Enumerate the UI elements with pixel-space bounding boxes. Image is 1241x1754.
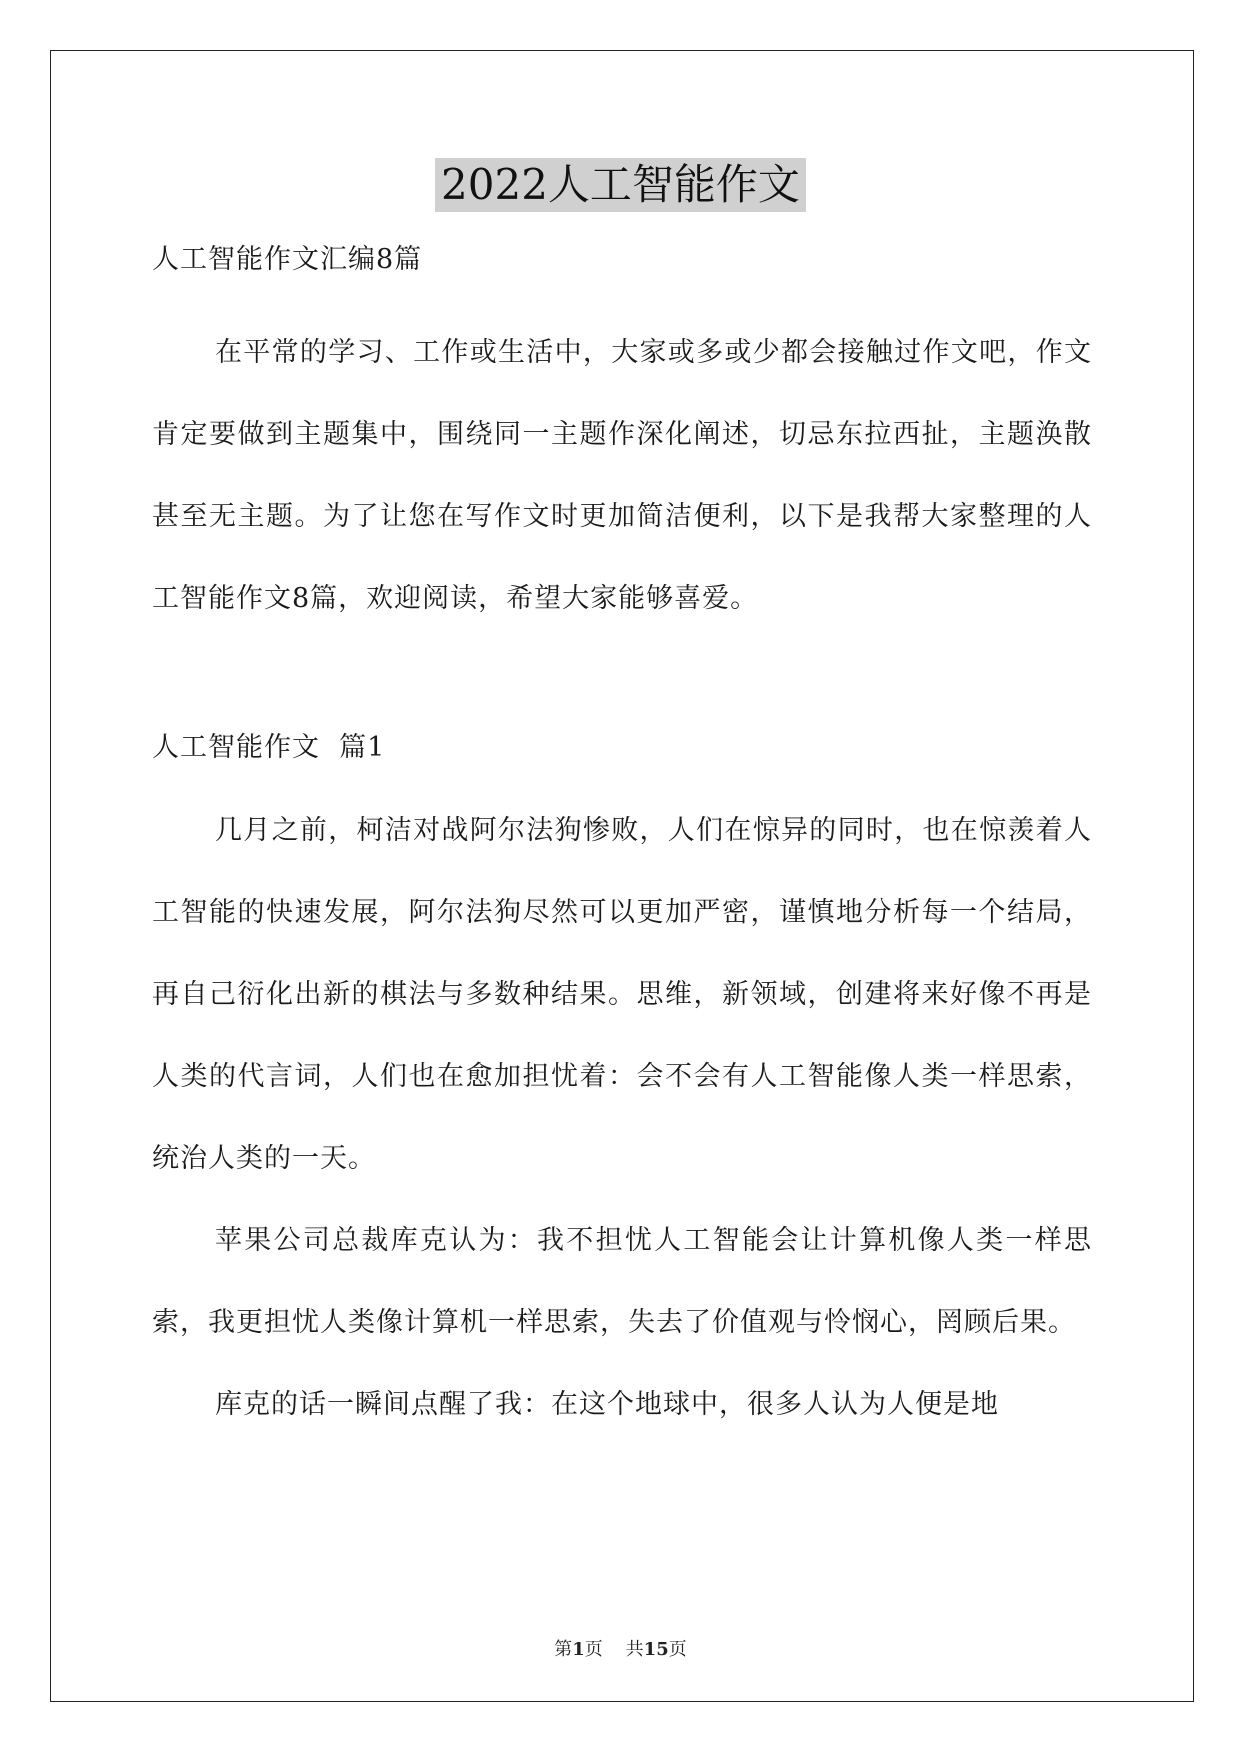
body-paragraph: 几月之前，柯洁对战阿尔法狗惨败，人们在惊异的同时，也在惊羡着人工智能的快速发展，阿尔法狗尽然可以更加严密，谨慎地分析每一个结局，再自己衍化出新的棋法与多数种结果。思维，新领域，创建将来好像不再是人类的代言词，人们也在愈加担忧着：会不会有人工智能像人类一样思索，统治人类的一天。 <box>152 815 1092 1174</box>
intro-paragraph: 在平常的学习、工作或生活中，大家或多或少都会接触过作文吧，作文肯定要做到主题集中，围绕同一主题作深化阐述，切忌东拉西扯，主题涣散甚至无主题。为了让您在写作文时更加简洁便利，以下是我帮大家整理的人工智能作文8篇，欢迎阅读，希望大家能够喜爱。 <box>152 337 1092 614</box>
footer-total-pages: 15 <box>643 1639 669 1660</box>
footer-page-number: 1 <box>572 1639 585 1660</box>
body-paragraph: 库克的话一瞬间点醒了我：在这个地球中，很多人认为人便是地 <box>215 1389 999 1420</box>
page-footer <box>0 1635 1241 1661</box>
footer-total-prefix: 共 <box>625 1639 644 1660</box>
document-body <box>152 240 1092 1446</box>
title-container <box>0 158 1241 212</box>
document-subtitle: 人工智能作文汇编8篇 <box>152 244 423 275</box>
footer-total-suffix: 页 <box>668 1639 687 1660</box>
document-title: 2022人工智能作文 <box>435 158 806 212</box>
footer-page-suffix: 页 <box>584 1639 603 1660</box>
footer-page-prefix: 第 <box>554 1639 573 1660</box>
body-paragraph: 苹果公司总裁库克认为：我不担忧人工智能会让计算机像人类一样思索，我更担忧人类像计算机一样思索，失去了价值观与怜悯心，罔顾后果。 <box>152 1225 1092 1338</box>
section-heading: 人工智能作文 篇1 <box>152 732 386 763</box>
